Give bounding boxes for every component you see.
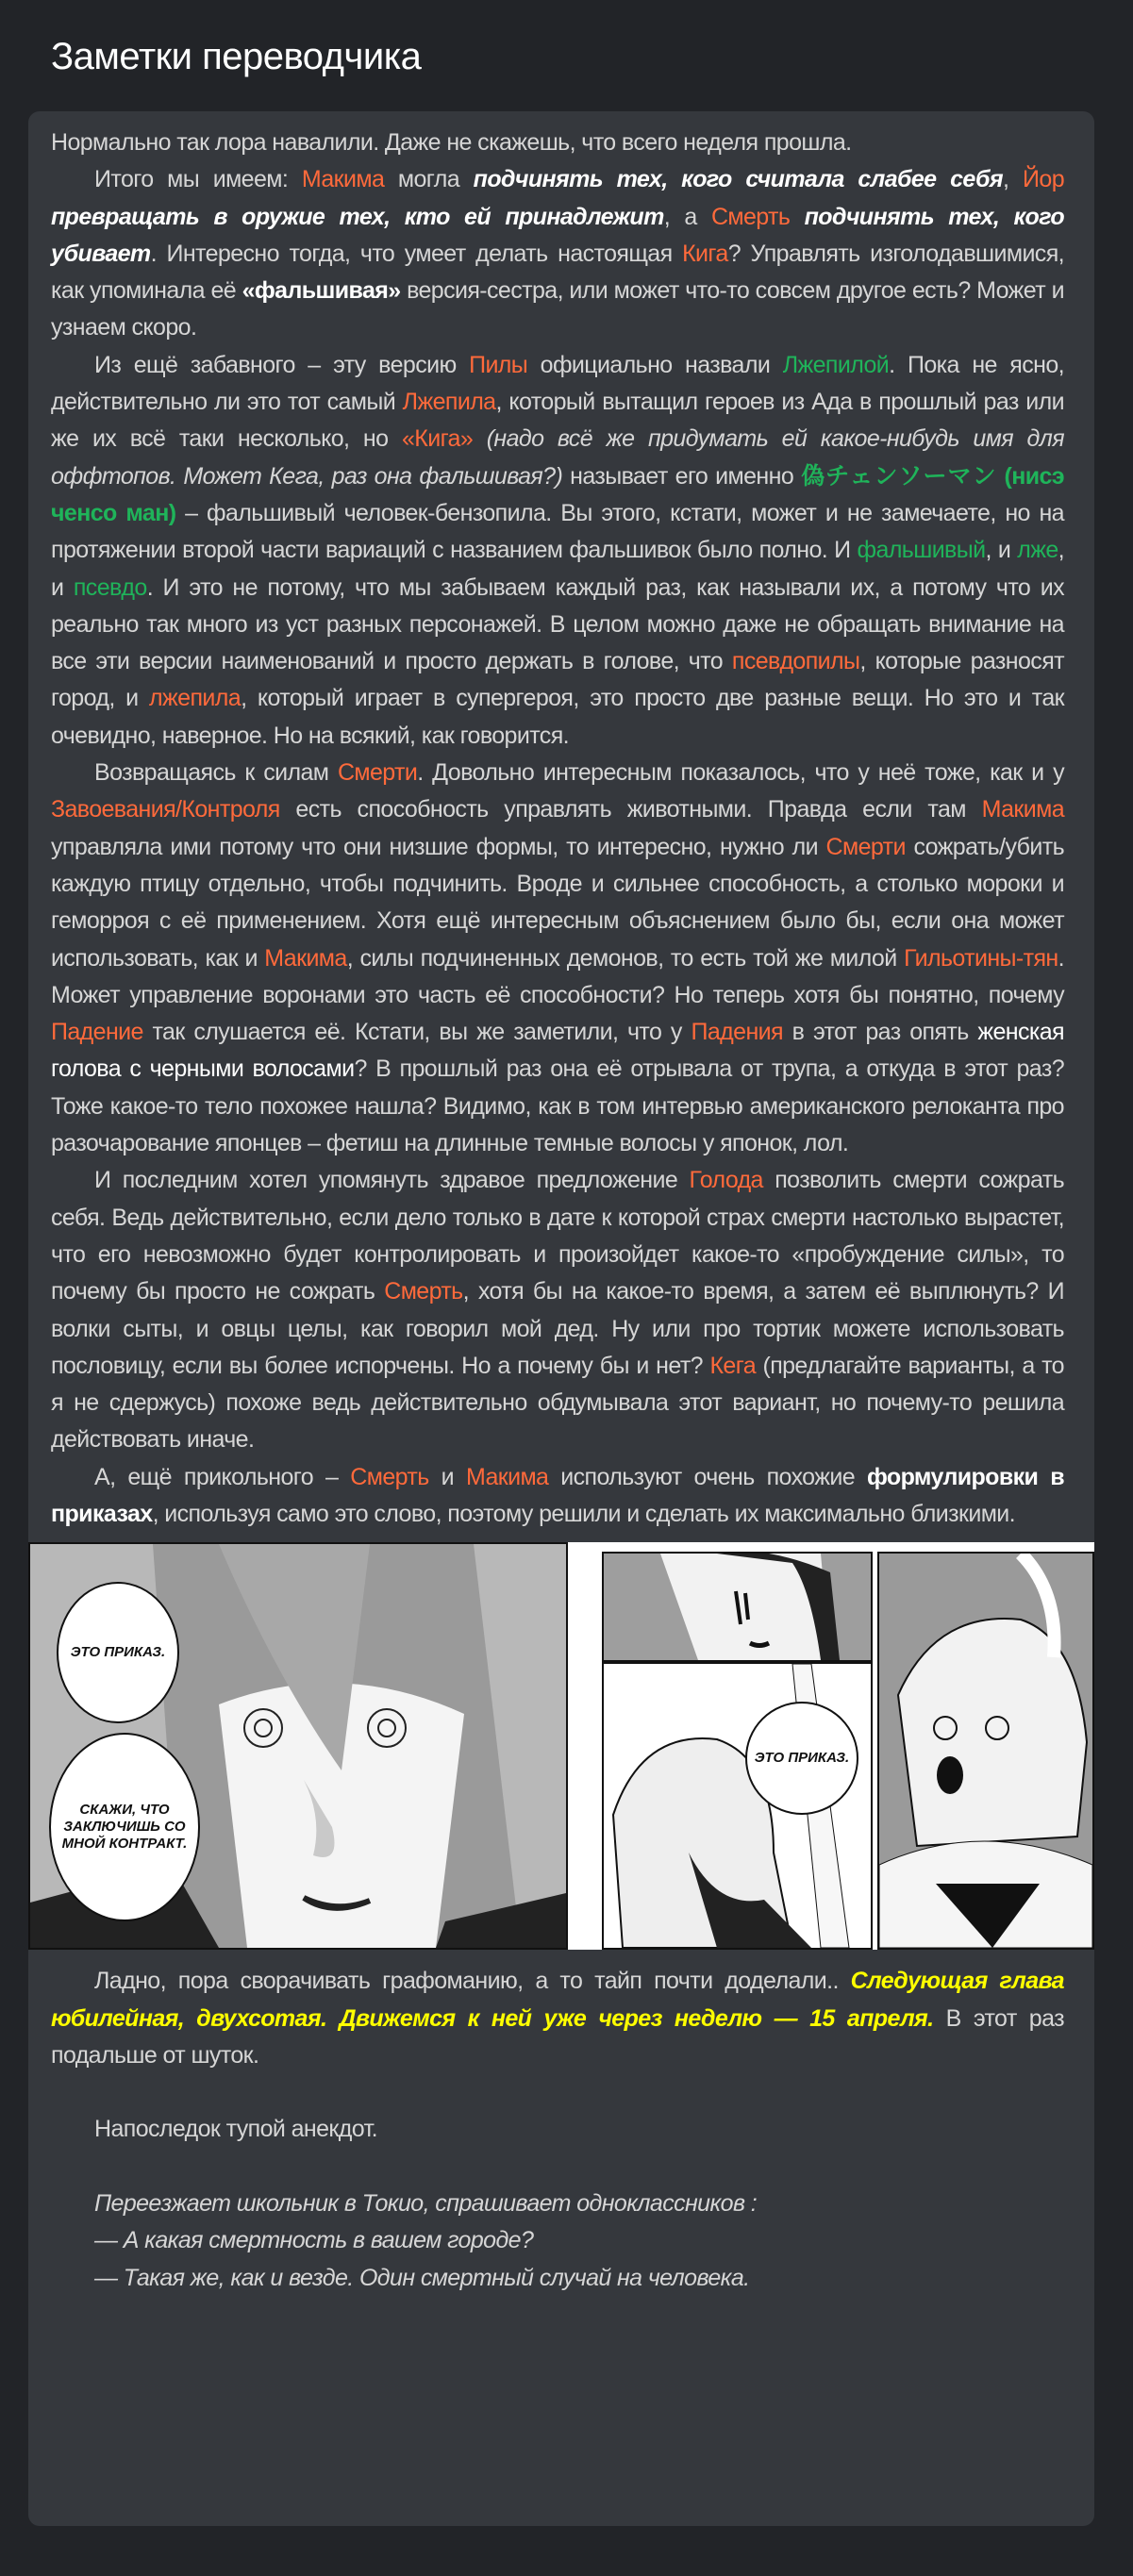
manga-illustration — [28, 1542, 1094, 1950]
text-segment: Итого мы имеем: — [94, 166, 302, 193]
manga-panel-power — [877, 1552, 1094, 1950]
text-segment: и — [428, 1463, 466, 1490]
text-segment: . И это не потому, что мы забываем каждый раз, как называли их, а потому что их реально так много из уст разных персонажей. В целом можно даже не обращать внимание на все эти версии наименований и просто держать в голове, что — [51, 573, 1064, 675]
text-segment — [790, 204, 804, 230]
highlighted-term: Макима — [981, 796, 1064, 823]
highlighted-term: Йор — [1023, 166, 1064, 193]
text-segment: сожрать/убить каждую птицу отдельно, чтобы подчинить. Вроде и сильнее способность, а столько мороки и геморроя с её применением. Хотя ещё интересным объяснением было бы, если она может использовать, как и — [51, 833, 1064, 972]
page-title: Заметки переводчика — [51, 36, 422, 77]
emphasis-text: — Такая же, как и везде. Один смертный случай на человека. — [94, 2264, 750, 2291]
text-segment: , используя само это слово, поэтому решили и сделать их максимально близкими. — [152, 1500, 1016, 1527]
highlighted-term: Пилы — [469, 351, 528, 378]
emphasis-text: Следующая глава юбилейная, двухсотая. Движемся к ней уже через неделю — 15 апреля. — [51, 1968, 1064, 2032]
text-segment: , и — [51, 537, 1064, 601]
text-segment — [473, 425, 487, 452]
text-segment: называет его именно — [562, 462, 802, 490]
text-segment: используют очень похожие — [548, 1463, 867, 1490]
text-segment: А, ещё прикольного – — [94, 1463, 351, 1490]
text-segment: . Довольно интересным показалось, что у неё тоже, как и у — [417, 759, 1064, 787]
paragraph — [51, 347, 1064, 755]
text-segment: ? В прошлый раз она её отрывала от трупа, а откуда в этот раз? Тоже какое-то тело похожее нашла? Видимо, как в том интервью американского релоканта про разочарование японцев – фетиш на длинные темные волосы у японок, лол. — [51, 1055, 1064, 1157]
speech-bubble: ЭТО ПРИКАЗ. — [57, 1582, 179, 1723]
paragraph — [51, 2222, 1064, 2259]
text-segment: , хотя бы на какое-то время, а затем её выплюнуть? И волки сыты, и овцы целы, как говорил мой дед. Ну или про тортик можете использовать пословицу, если вы более испорчены. Но а почему бы и нет? — [51, 1278, 1064, 1379]
text-segment: , силы подчиненных демонов, то есть той же милой — [346, 944, 905, 972]
highlighted-term: Лжепилой — [782, 351, 890, 378]
highlighted-term: Макима — [264, 944, 347, 972]
paragraph — [51, 2185, 1064, 2222]
text-segment: В этот раз подальше от шуток. — [51, 2004, 1064, 2069]
text-segment: И последним хотел упомянуть здравое предложение — [94, 1167, 690, 1194]
paragraph — [51, 2111, 1064, 2148]
highlighted-term: лжепила — [149, 685, 242, 712]
highlighted-term: Смерти — [825, 833, 906, 860]
manga-panel-blonde-girl — [602, 1662, 873, 1950]
power-drawing — [879, 1554, 1092, 1948]
highlighted-term: Падение — [51, 1019, 143, 1046]
text-segment: позволить смерти сожрать себя. Ведь действительно, если дело только в дате к которой страх смерти настолько вырастет, что его невозможно будет контролировать и произойдет какое-то «пробуждение силы», то почему бы просто не сожрать — [51, 1167, 1064, 1305]
emphasis-text: формулировки в приказах — [51, 1463, 1065, 1527]
paragraph — [51, 1162, 1064, 1458]
text-segment: версия-сестра, или может что-то совсем другое есть? Может и узнаем скоро. — [51, 277, 1064, 341]
text-segment: Ладно, пора сворачивать графоманию, а то тайп почти доделали.. — [94, 1968, 851, 1995]
paragraph — [51, 1963, 1064, 2074]
text-segment: – фальшивый человек-бензопила. Вы этого, кстати, может и не замечаете, но на протяжении второй части вариаций с названием фальшивок было полно. И — [51, 499, 1064, 564]
blank-line — [51, 2149, 1064, 2185]
speech-bubble: СКАЖИ, ЧТО ЗАКЛЮЧИШЬ СО МНОЙ КОНТРАКТ. — [49, 1733, 200, 1921]
text-segment: в этот раз опять — [782, 1019, 978, 1046]
highlighted-term: Падения — [691, 1019, 783, 1046]
highlighted-term: Смерти — [337, 759, 418, 787]
text-segment: . Может управление воронами это часть её способности? Но теперь хотя бы понятно, почему — [51, 944, 1064, 1008]
text-segment: официально назвали — [527, 351, 783, 378]
highlighted-term: фальшивый — [857, 537, 986, 564]
paragraph — [51, 125, 1064, 161]
paragraph — [51, 1459, 1064, 1534]
highlighted-term: псевдо — [73, 573, 147, 601]
text-segment: Нормально так лора навалили. Даже не скажешь, что всего неделя прошла. — [51, 129, 852, 156]
paragraph — [51, 2260, 1064, 2297]
text-segment: (предлагайте варианты, а то я не сдержусь) похоже ведь действительно обдумывала этот вариант, но почему-то решила действовать иначе. — [51, 1352, 1064, 1454]
closing-notes — [28, 1950, 1094, 2297]
text-segment: , которые разносят город, и — [51, 648, 1064, 712]
emphasis-text: (надо всё же придумать ей какое-нибудь имя для оффтопов. Может Кега, раз она фальшивая?) — [51, 425, 1064, 490]
text-segment: Из ещё забавного – эту версию — [94, 351, 470, 378]
highlighted-term: Макима — [301, 166, 385, 193]
emphasis-text: «фальшивая» — [242, 277, 401, 305]
text-segment: . Пока не ясно, действительно ли это тот самый — [51, 351, 1064, 416]
highlighted-term: лже — [1017, 537, 1058, 564]
highlighted-term: Лжепила — [402, 389, 496, 416]
emphasis-text: превращать в оружие тех, кто ей принадлежит — [51, 203, 664, 230]
text-segment: так слушается её. Кстати, вы же заметили, что у — [142, 1019, 691, 1046]
highlighted-term: 偽チェンソーマン (нисэ ченсо ман) — [51, 462, 1064, 526]
highlighted-term: Смерть — [350, 1463, 429, 1490]
emphasis-text: женская голова с черными волосами — [51, 1019, 1064, 1083]
emphasis-text: Переезжает школьник в Токио, спрашивает одноклассников : — [94, 2190, 758, 2218]
highlighted-term: Гильотины-тян — [904, 944, 1058, 972]
emphasis-text: подчинять тех, кого убивает — [51, 203, 1064, 267]
manga-panel-crying-girl — [602, 1552, 873, 1662]
highlighted-term: Кига — [682, 240, 728, 267]
text-segment: , а — [663, 203, 711, 230]
highlighted-term: Макима — [465, 1463, 549, 1490]
text-segment: ? Управлять изголодавшимися, как упоминала её — [51, 240, 1064, 305]
paragraph — [51, 161, 1064, 346]
highlighted-term: Смерть — [710, 203, 791, 230]
blank-line — [51, 2074, 1064, 2111]
manga-panel-makima — [28, 1542, 568, 1950]
text-segment: есть способность управлять животными. Правда если там — [279, 796, 982, 823]
text-segment: . Интересно тогда, что умеет делать настоящая — [150, 240, 683, 267]
text-segment: , — [1003, 166, 1024, 193]
notes-body — [28, 111, 1094, 1533]
text-segment: управляла ими потому что они низшие формы, то интересно, нужно ли — [51, 833, 826, 860]
crying-girl-drawing — [604, 1554, 871, 1660]
paragraph — [51, 755, 1064, 1162]
text-segment: Напоследок тупой анекдот. — [94, 2116, 377, 2143]
highlighted-term: псевдопилы — [731, 648, 860, 675]
highlighted-term: Завоевания/Контроля — [51, 796, 280, 823]
text-segment: Возвращаясь к силам — [94, 759, 338, 787]
highlighted-term: Смерть — [384, 1278, 463, 1305]
highlighted-term: «Кига» — [401, 425, 474, 453]
notes-card — [28, 111, 1094, 2526]
highlighted-term: Голода — [689, 1167, 763, 1194]
text-segment: могла — [384, 166, 474, 193]
text-segment: , который вытащил героев из Ада в прошлый раз или же их всё таки несколько, но — [51, 389, 1064, 453]
text-segment: , и — [985, 537, 1018, 564]
emphasis-text: подчинять тех, кого считала слабее себя — [473, 166, 1004, 193]
text-segment: , который играет в супергероя, это просто две разные вещи. Но это и так очевидно, наверное. Но на всякий, как говорится. — [51, 685, 1064, 749]
speech-bubble: ЭТО ПРИКАЗ. — [745, 1702, 858, 1815]
highlighted-term: Кега — [709, 1352, 756, 1379]
emphasis-text: — А какая смертность в вашем городе? — [94, 2227, 534, 2254]
